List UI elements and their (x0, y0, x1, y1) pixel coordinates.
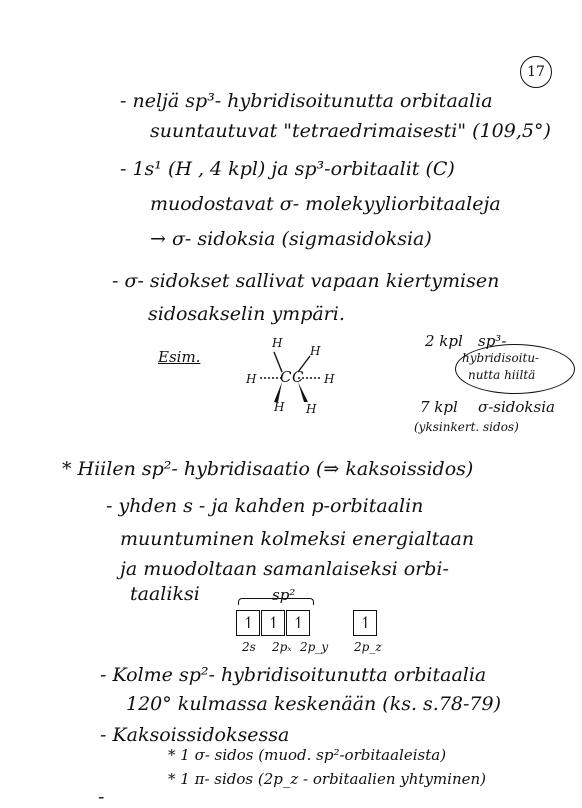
text-line: - Kaksoissidoksessa (100, 724, 290, 746)
orbital-label: 2p_y (300, 640, 329, 654)
text-line: sidosakselin ympäri. (148, 303, 345, 325)
note-count: 7 kpl (420, 398, 458, 416)
atom-h: H (306, 402, 317, 416)
text-line: - Kolme sp²- hybridisoitunutta orbitaalia (100, 664, 487, 686)
note-count: 2 kpl (425, 332, 463, 350)
text-line: * 1 σ- sidos (muod. sp²-orbitaaleista) (168, 746, 447, 764)
orbital-label: 2p_z (354, 640, 382, 654)
atom-h: H (274, 400, 285, 414)
brace (238, 598, 314, 605)
text-line: → σ- sidoksia (sigmasidoksia) (150, 228, 432, 250)
text-line: - 1s¹ (H , 4 kpl) ja sp³-orbitaalit (C) (120, 158, 455, 180)
electron-arrow: ↿ (267, 613, 281, 632)
atom-c: C (280, 368, 292, 386)
note-text: sp³- (478, 332, 507, 350)
text-line: 120° kulmassa keskenään (ks. s.78-79) (126, 693, 502, 715)
orbital-box (353, 610, 377, 636)
orbital-box (261, 610, 285, 636)
electron-arrow: ↿ (242, 613, 256, 632)
text-line: muodostavat σ- molekyyliorbitaaleja (150, 193, 501, 215)
note-text: hybridisoitu- (462, 351, 540, 365)
text-line: taaliksi (130, 583, 200, 605)
orbital-box (286, 610, 310, 636)
atom-h: H (310, 344, 321, 358)
text-line: suuntautuvat "tetraedrimaisesti" (109,5°) (150, 120, 551, 142)
orbital-label: 2pₓ (272, 640, 292, 654)
sp2-label: sp² (272, 586, 296, 604)
text-line: * 1 π- sidos (2p_z - orbitaalien yhtyminen) (168, 770, 486, 788)
electron-arrow: ↿ (359, 613, 373, 632)
orbital-box (236, 610, 260, 636)
text-line: ja muodoltaan samanlaiseksi orbi- (120, 558, 449, 580)
atom-c: C (292, 368, 304, 386)
text-line: - σ- sidokset sallivat vapaan kiertymisen (112, 270, 500, 292)
example-label: Esim. (158, 348, 201, 366)
text-line: - neljä sp³- hybridisoitunutta orbitaalia (120, 90, 493, 112)
section-heading: * Hiilen sp²- hybridisaatio (⇒ kaksoissidos) (62, 458, 474, 480)
atom-h: H (246, 372, 257, 386)
text-line: muuntuminen kolmeksi energialtaan (120, 528, 475, 550)
note-text: σ-sidoksia (478, 398, 555, 416)
text-line: - (98, 786, 105, 808)
orbital-label: 2s (242, 640, 256, 654)
atom-h: H (272, 336, 283, 350)
ethane-structure (240, 332, 380, 422)
note-text: (yksinkert. sidos) (414, 420, 519, 434)
text-line: - yhden s - ja kahden p-orbitaalin (106, 495, 424, 517)
electron-arrow: ↿ (292, 613, 306, 632)
page-number: 17 (520, 56, 552, 88)
atom-h: H (324, 372, 335, 386)
note-text: nutta hiiltä (468, 368, 536, 382)
